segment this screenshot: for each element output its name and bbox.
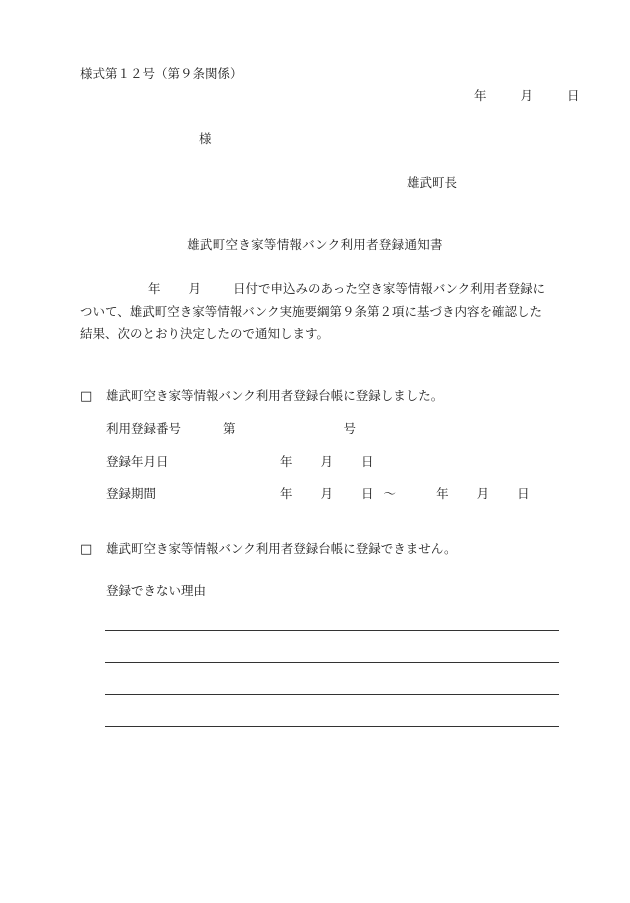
registration-date-day: 日 <box>361 454 374 469</box>
reason-label: 登録できない理由 <box>106 583 207 598</box>
period-start-day: 日 <box>361 486 374 501</box>
reason-line-1[interactable] <box>105 630 559 631</box>
registration-period-label: 登録期間 <box>106 486 157 501</box>
period-start-year: 年 <box>280 486 293 501</box>
issue-date <box>474 90 580 103</box>
registration-date-month: 月 <box>320 454 334 469</box>
body-line-3: 結果、次のとおり決定したので通知します。 <box>80 326 330 341</box>
sender-name: 雄武町長 <box>407 175 458 190</box>
form-number: 様式第１２号（第９条関係） <box>80 66 243 81</box>
body-line-2: ついて、雄武町空き家等情報バンク実施要綱第９条第２項に基づき内容を確認した <box>80 304 543 319</box>
body-year: 年 <box>148 281 161 296</box>
option-not-registered-label: 雄武町空き家等情報バンク利用者登録台帳に登録できません。 <box>106 541 457 556</box>
registration-period-fields <box>280 488 530 501</box>
period-start-month: 月 <box>320 486 334 501</box>
body-month: 月 <box>188 281 202 296</box>
period-end-year: 年 <box>436 486 449 501</box>
registration-number-prefix: 第 <box>223 421 236 436</box>
recipient-suffix: 様 <box>199 131 212 146</box>
checkbox-not-registered[interactable]: □ <box>80 542 93 557</box>
reason-line-3[interactable] <box>105 694 559 695</box>
registration-number-label: 利用登録番号 <box>106 421 182 436</box>
option-registered-label: 雄武町空き家等情報バンク利用者登録台帳に登録しました。 <box>106 388 444 403</box>
issue-date-month: 月 <box>520 88 534 103</box>
registration-number-row <box>106 423 356 436</box>
body-line1-rest: 日付で申込みのあった空き家等情報バンク利用者登録に <box>233 281 546 296</box>
document-title: 雄武町空き家等情報バンク利用者登録通知書 <box>187 237 443 252</box>
registration-date-year: 年 <box>280 454 293 469</box>
period-tilde: ～ <box>383 486 397 501</box>
reason-line-4[interactable] <box>105 726 559 727</box>
reason-line-2[interactable] <box>105 662 559 663</box>
issue-date-day: 日 <box>567 88 580 103</box>
registration-date-fields <box>280 456 374 469</box>
body-line-1 <box>80 283 545 296</box>
checkbox-registered[interactable]: □ <box>80 389 93 404</box>
issue-date-year: 年 <box>474 88 487 103</box>
registration-number-suffix: 号 <box>343 421 357 436</box>
period-end-day: 日 <box>517 486 530 501</box>
period-end-month: 月 <box>476 486 490 501</box>
registration-date-label: 登録年月日 <box>106 454 169 469</box>
